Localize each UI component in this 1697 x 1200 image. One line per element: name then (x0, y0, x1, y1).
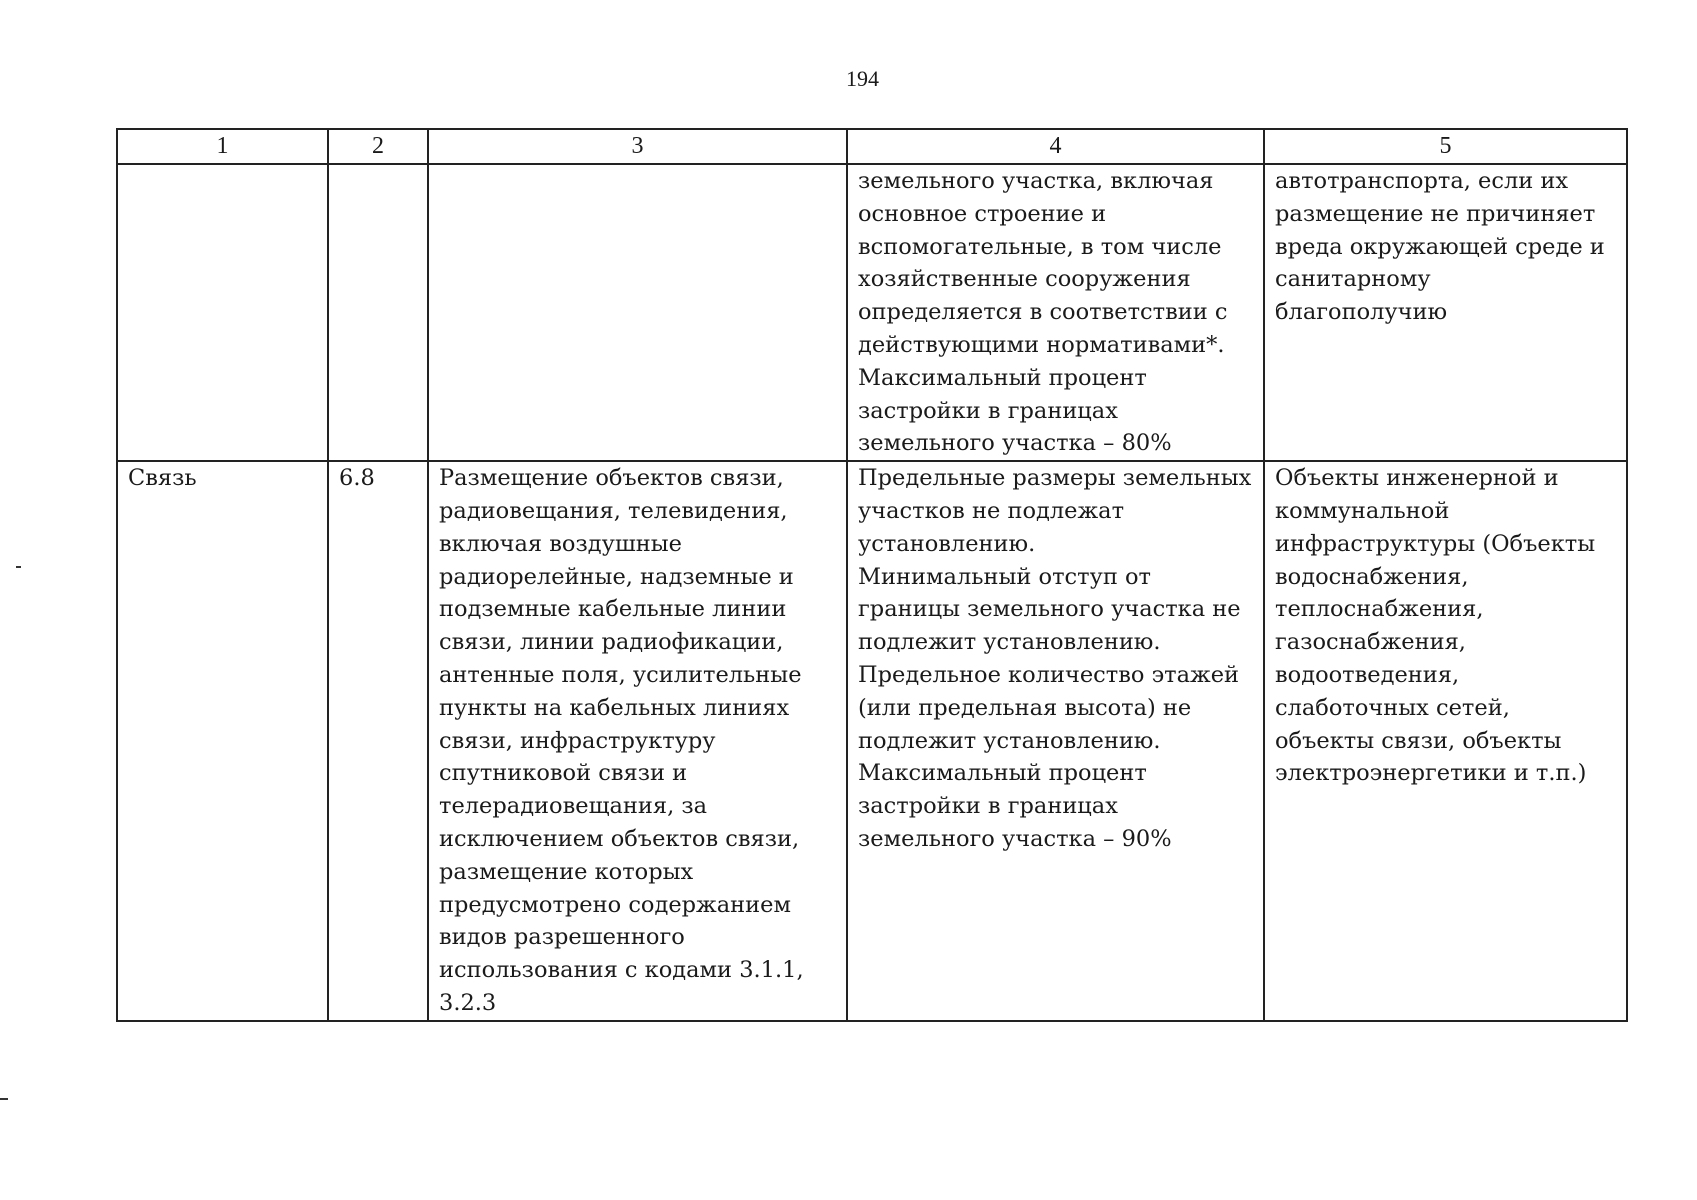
use-code: 6.8 (339, 465, 375, 492)
column-header-1: 1 (117, 129, 328, 164)
parameters-cell (847, 164, 1264, 461)
table-row (117, 461, 1627, 1021)
parameters-cell (847, 461, 1264, 1021)
auxiliary-use-text: Объекты инженерной и коммунальной инфраструктуры (Объекты водоснабжения, теплоснабжения, газоснабжения, водоотведения, слаботочных сетей, объекты связи, объекты электроэнергетики и т.п.) (1275, 465, 1596, 787)
scan-mark-dash (0, 1098, 8, 1100)
use-description: Размещение объектов связи, радиовещания, телевидения, включая воздушные радиорелейные, надземные и подземные кабельные линии связи, линии радиофикации, антенные поля, усилительные пункты на кабельных линиях связи, инфраструктуру спутниковой связи и телерадиовещания, за исключением объектов связи, размещение которых предусмотрено содержанием видов разрешенного использования с кодами 3.1.1, 3.2.3 (439, 465, 804, 1016)
page-number: 194 (846, 66, 879, 91)
use-name: Связь (128, 465, 197, 492)
use-name-cell (117, 164, 328, 461)
auxiliary-use-cell (1264, 164, 1627, 461)
scan-mark-dot (16, 566, 21, 568)
use-description-cell (428, 461, 847, 1021)
use-name-cell (117, 461, 328, 1021)
column-number-row (117, 129, 1627, 164)
auxiliary-use-text: автотранспорта, если их размещение не причиняет вреда окружающей среде и санитарному благополучию (1275, 168, 1605, 326)
use-description-cell (428, 164, 847, 461)
auxiliary-use-cell (1264, 461, 1627, 1021)
column-header-4: 4 (847, 129, 1264, 164)
use-code-cell (328, 461, 428, 1021)
column-header-5: 5 (1264, 129, 1627, 164)
parameters-text: Предельные размеры земельных участков не подлежат установлению. Минимальный отступ от границы земельного участка не подлежит установлению. Предельное количество этажей (или предельная высота) не подлежит установлению. Максимальный процент застройки в границах земельного участка – 90% (858, 465, 1252, 852)
table-row (117, 164, 1627, 461)
column-header-2: 2 (328, 129, 428, 164)
parameters-text: земельного участка, включая основное строение и вспомогательные, в том числе хозяйственные сооружения определяется в соответствии с действующими нормативами*. Максимальный процент застройки в границах земельного участка – 80% (858, 168, 1228, 457)
zoning-table (116, 128, 1628, 1022)
use-code-cell (328, 164, 428, 461)
column-header-3: 3 (428, 129, 847, 164)
